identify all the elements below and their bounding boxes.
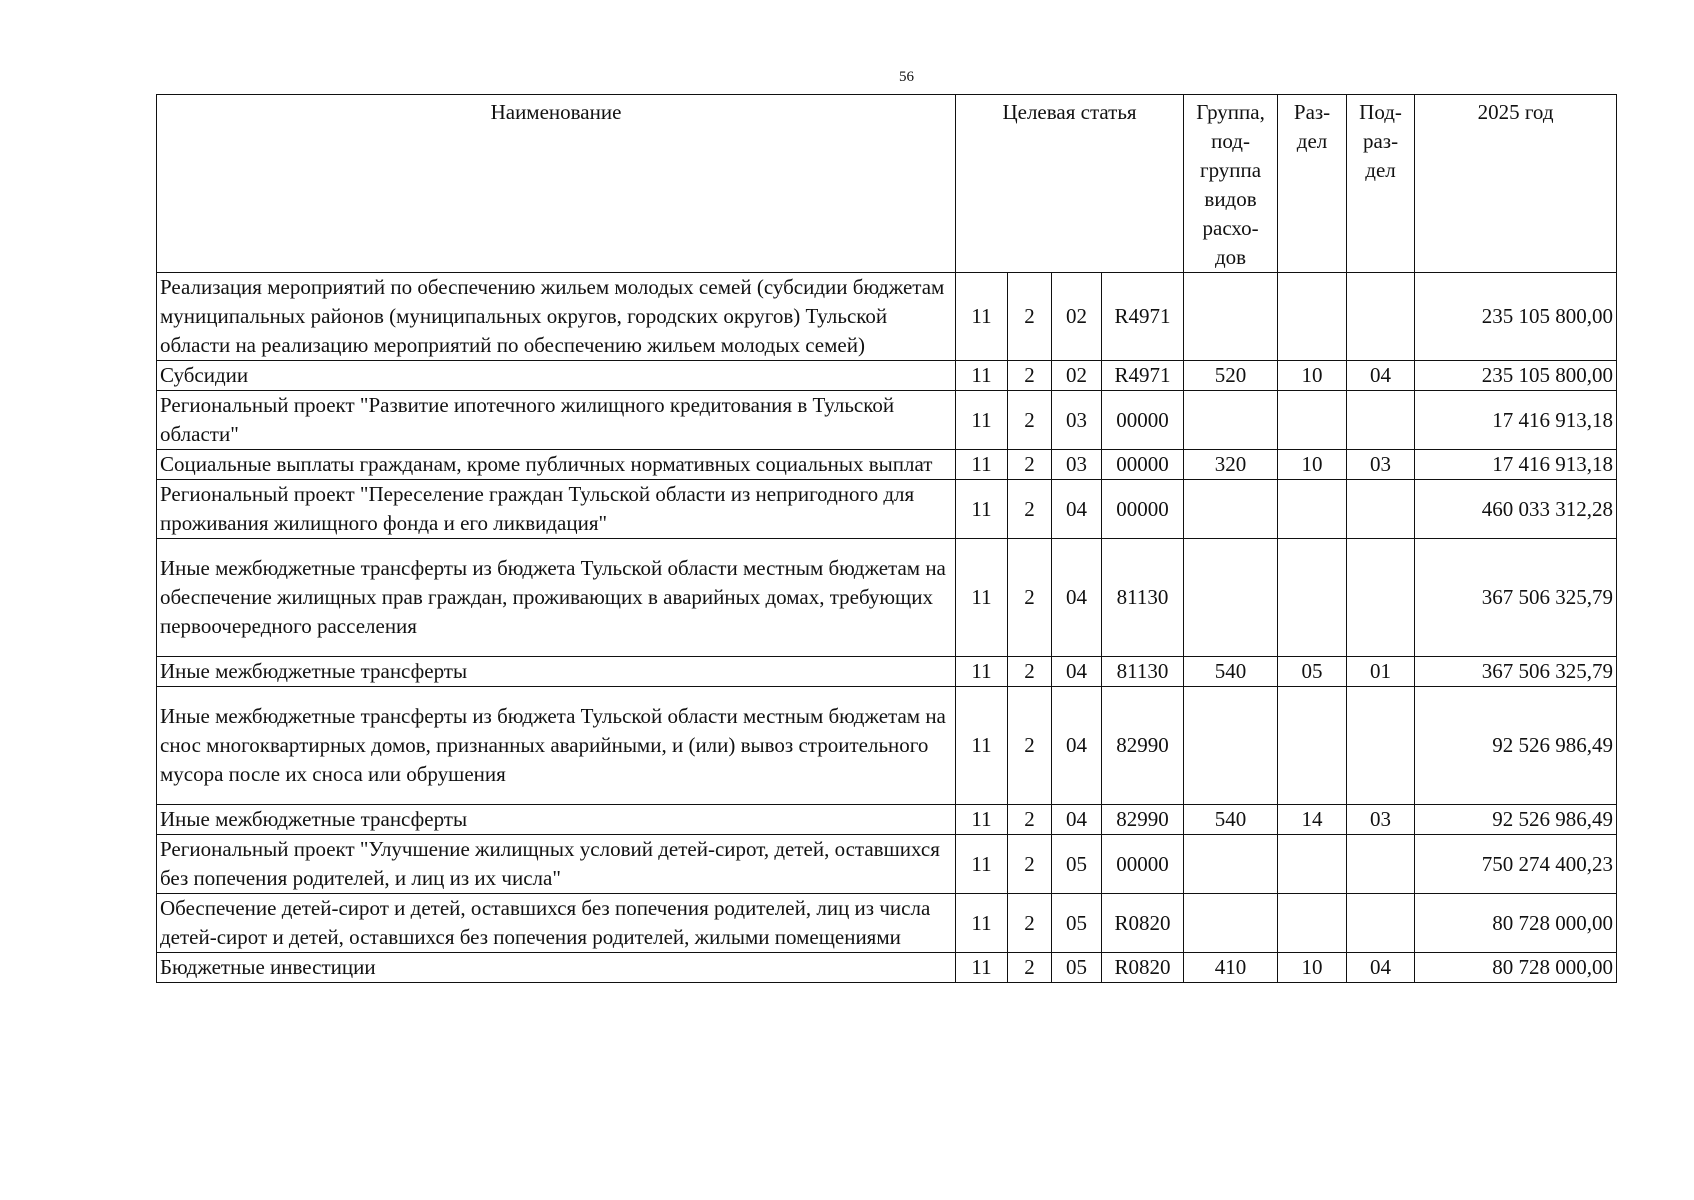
cell-subsection (1347, 480, 1415, 539)
cell-subsection: 03 (1347, 805, 1415, 835)
table-row (157, 539, 1617, 657)
cell-expense-group: 320 (1184, 450, 1278, 480)
cell-name: Иные межбюджетные трансферты из бюджета Тульской области местным бюджетам на снос многоквартирных домов, признанных аварийными, и (или) вывоз строительного мусора после их сноса или обрушения (157, 687, 956, 805)
cell-target-code: R0820 (1102, 894, 1184, 953)
cell-target-code: 00000 (1102, 835, 1184, 894)
header-subsection: Под- раз- дел (1347, 95, 1415, 273)
table-row (157, 687, 1617, 805)
cell-target-code: 82990 (1102, 805, 1184, 835)
cell-expense-group (1184, 391, 1278, 450)
cell-expense-group: 520 (1184, 361, 1278, 391)
cell-target-code: R4971 (1102, 273, 1184, 361)
cell-target-event: 05 (1052, 894, 1102, 953)
cell-target-event: 04 (1052, 480, 1102, 539)
cell-target-subprogram: 2 (1008, 480, 1052, 539)
cell-target-program: 11 (956, 805, 1008, 835)
cell-section (1278, 480, 1347, 539)
header-target-article: Целевая статья (956, 95, 1184, 273)
cell-target-program: 11 (956, 450, 1008, 480)
cell-section (1278, 835, 1347, 894)
cell-subsection (1347, 273, 1415, 361)
cell-target-event: 04 (1052, 805, 1102, 835)
table-row (157, 273, 1617, 361)
cell-amount: 92 526 986,49 (1415, 805, 1617, 835)
cell-target-code: 00000 (1102, 391, 1184, 450)
cell-target-program: 11 (956, 953, 1008, 983)
cell-amount: 750 274 400,23 (1415, 835, 1617, 894)
cell-target-subprogram: 2 (1008, 687, 1052, 805)
cell-target-event: 05 (1052, 953, 1102, 983)
cell-target-event: 04 (1052, 687, 1102, 805)
cell-subsection: 04 (1347, 953, 1415, 983)
cell-section (1278, 273, 1347, 361)
cell-target-event: 03 (1052, 391, 1102, 450)
cell-target-program: 11 (956, 657, 1008, 687)
cell-subsection (1347, 894, 1415, 953)
budget-table (156, 94, 1617, 983)
header-year: 2025 год (1415, 95, 1617, 273)
table-row (157, 480, 1617, 539)
cell-name: Реализация мероприятий по обеспечению жильем молодых семей (субсидии бюджетам муниципальных районов (муниципальных округов, городских округов) Тульской области на реализацию мероприятий по обеспечению жильем молодых семей) (157, 273, 956, 361)
header-group: Группа, под- группа видов расхо- дов (1184, 95, 1278, 273)
cell-expense-group (1184, 480, 1278, 539)
cell-name: Обеспечение детей-сирот и детей, оставшихся без попечения родителей, лиц из числа детей-сирот и детей, оставшихся без попечения родителей, жилыми помещениями (157, 894, 956, 953)
table-row (157, 361, 1617, 391)
cell-amount: 80 728 000,00 (1415, 953, 1617, 983)
cell-target-subprogram: 2 (1008, 361, 1052, 391)
cell-target-subprogram: 2 (1008, 539, 1052, 657)
cell-subsection: 04 (1347, 361, 1415, 391)
cell-target-code: R0820 (1102, 953, 1184, 983)
cell-subsection (1347, 687, 1415, 805)
cell-target-event: 04 (1052, 539, 1102, 657)
cell-target-subprogram: 2 (1008, 450, 1052, 480)
cell-target-subprogram: 2 (1008, 273, 1052, 361)
table-header-row (157, 95, 1617, 273)
cell-name: Иные межбюджетные трансферты (157, 657, 956, 687)
cell-expense-group (1184, 835, 1278, 894)
header-section: Раз- дел (1278, 95, 1347, 273)
page-number: 56 (899, 69, 914, 85)
cell-expense-group (1184, 894, 1278, 953)
cell-target-event: 02 (1052, 361, 1102, 391)
cell-amount: 17 416 913,18 (1415, 450, 1617, 480)
cell-target-subprogram: 2 (1008, 805, 1052, 835)
cell-name: Социальные выплаты гражданам, кроме публичных нормативных социальных выплат (157, 450, 956, 480)
table-row (157, 391, 1617, 450)
cell-target-code: 00000 (1102, 480, 1184, 539)
cell-amount: 92 526 986,49 (1415, 687, 1617, 805)
header-name: Наименование (157, 95, 956, 273)
cell-name: Региональный проект "Улучшение жилищных условий детей-сирот, детей, оставшихся без попечения родителей, и лиц из их числа" (157, 835, 956, 894)
cell-target-program: 11 (956, 835, 1008, 894)
cell-subsection (1347, 835, 1415, 894)
cell-name: Бюджетные инвестиции (157, 953, 956, 983)
table-row (157, 657, 1617, 687)
cell-expense-group (1184, 687, 1278, 805)
cell-target-subprogram: 2 (1008, 657, 1052, 687)
cell-subsection: 01 (1347, 657, 1415, 687)
cell-section: 14 (1278, 805, 1347, 835)
cell-name: Региональный проект "Развитие ипотечного жилищного кредитования в Тульской области" (157, 391, 956, 450)
cell-amount: 460 033 312,28 (1415, 480, 1617, 539)
cell-amount: 235 105 800,00 (1415, 273, 1617, 361)
cell-target-event: 04 (1052, 657, 1102, 687)
cell-section (1278, 539, 1347, 657)
cell-target-code: 82990 (1102, 687, 1184, 805)
cell-target-subprogram: 2 (1008, 835, 1052, 894)
table-row (157, 953, 1617, 983)
cell-target-subprogram: 2 (1008, 391, 1052, 450)
cell-section: 10 (1278, 361, 1347, 391)
table-body (157, 273, 1617, 983)
cell-target-program: 11 (956, 894, 1008, 953)
cell-target-event: 05 (1052, 835, 1102, 894)
cell-section: 10 (1278, 450, 1347, 480)
cell-subsection (1347, 391, 1415, 450)
cell-target-code: 81130 (1102, 657, 1184, 687)
cell-target-program: 11 (956, 361, 1008, 391)
cell-amount: 80 728 000,00 (1415, 894, 1617, 953)
table-row (157, 450, 1617, 480)
cell-target-subprogram: 2 (1008, 953, 1052, 983)
cell-expense-group: 540 (1184, 805, 1278, 835)
cell-target-event: 02 (1052, 273, 1102, 361)
cell-subsection (1347, 539, 1415, 657)
cell-name: Иные межбюджетные трансферты (157, 805, 956, 835)
cell-expense-group: 540 (1184, 657, 1278, 687)
cell-expense-group (1184, 539, 1278, 657)
cell-target-code: 81130 (1102, 539, 1184, 657)
table-row (157, 805, 1617, 835)
cell-target-program: 11 (956, 480, 1008, 539)
cell-expense-group (1184, 273, 1278, 361)
cell-section (1278, 894, 1347, 953)
cell-target-code: 00000 (1102, 450, 1184, 480)
cell-subsection: 03 (1347, 450, 1415, 480)
cell-section: 10 (1278, 953, 1347, 983)
cell-name: Субсидии (157, 361, 956, 391)
cell-name: Региональный проект "Переселение граждан Тульской области из непригодного для проживания жилищного фонда и его ликвидация" (157, 480, 956, 539)
table-row (157, 894, 1617, 953)
cell-name: Иные межбюджетные трансферты из бюджета Тульской области местным бюджетам на обеспечение жилищных прав граждан, проживающих в аварийных домах, требующих первоочередного расселения (157, 539, 956, 657)
cell-target-program: 11 (956, 687, 1008, 805)
cell-target-subprogram: 2 (1008, 894, 1052, 953)
cell-amount: 367 506 325,79 (1415, 539, 1617, 657)
cell-amount: 235 105 800,00 (1415, 361, 1617, 391)
cell-target-code: R4971 (1102, 361, 1184, 391)
table-row (157, 835, 1617, 894)
cell-amount: 17 416 913,18 (1415, 391, 1617, 450)
cell-target-program: 11 (956, 273, 1008, 361)
cell-target-program: 11 (956, 391, 1008, 450)
cell-section (1278, 391, 1347, 450)
cell-expense-group: 410 (1184, 953, 1278, 983)
cell-target-program: 11 (956, 539, 1008, 657)
cell-target-event: 03 (1052, 450, 1102, 480)
cell-section (1278, 687, 1347, 805)
cell-section: 05 (1278, 657, 1347, 687)
cell-amount: 367 506 325,79 (1415, 657, 1617, 687)
